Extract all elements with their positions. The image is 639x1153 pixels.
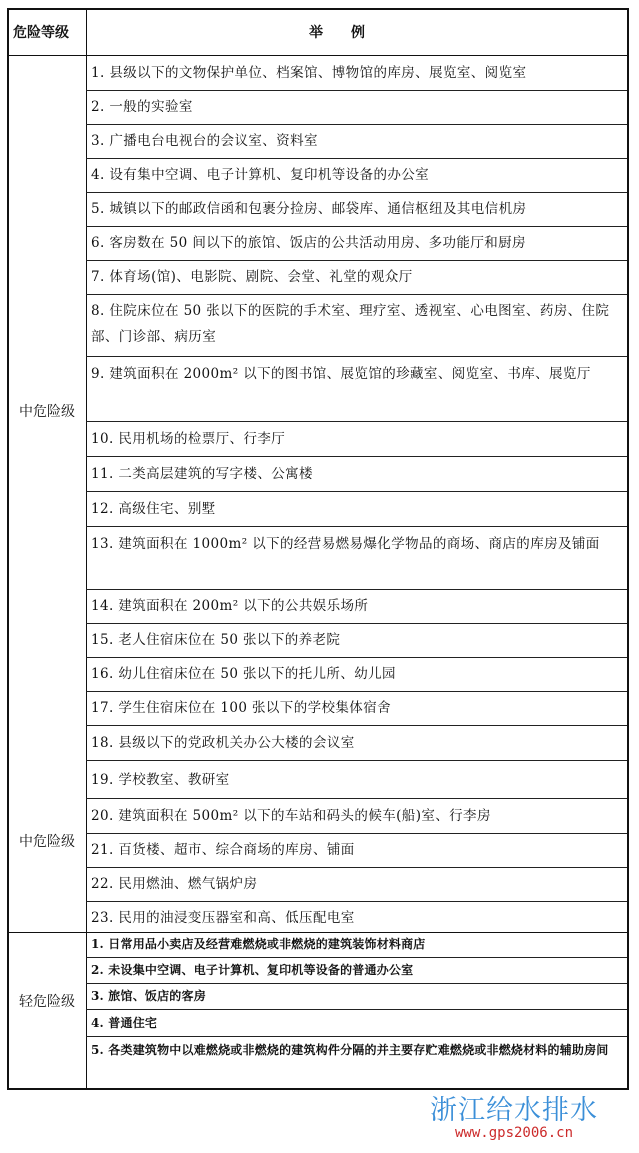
mid-item-11: 11. 二类高层建筑的写字楼、公寓楼 <box>91 466 313 482</box>
mid-item-10: 10. 民用机场的检票厅、行李厅 <box>91 431 286 447</box>
row-divider <box>86 957 627 958</box>
mid-item-21: 21. 百货楼、超市、综合商场的库房、铺面 <box>91 842 355 858</box>
row-divider <box>86 1036 627 1037</box>
row-divider <box>86 1009 627 1010</box>
mid-item-7: 7. 体育场(馆)、电影院、剧院、会堂、礼堂的观众厅 <box>91 269 413 285</box>
group-divider <box>9 932 627 933</box>
row-divider <box>86 760 627 761</box>
mid-item-17: 17. 学生住宿床位在 100 张以下的学校集体宿舍 <box>91 700 392 716</box>
mid-item-18: 18. 县级以下的党政机关办公大楼的会议室 <box>91 735 355 751</box>
light-item-5: 5. 各类建筑物中以难燃烧或非燃烧的建筑构件分隔的并主要存贮难燃烧或非燃烧材料的辅助房间 <box>91 1043 609 1057</box>
mid-item-9: 9. 建筑面积在 2000m² 以下的图书馆、展览馆的珍藏室、阅览室、书库、展览厅 <box>91 366 591 382</box>
group-label-mid-1: 中危险级 <box>19 404 75 420</box>
mid-item-12: 12. 高级住宅、别墅 <box>91 501 216 517</box>
row-divider <box>86 226 627 227</box>
watermark-url: www.gps2006.cn <box>455 1125 574 1141</box>
group-label-light: 轻危险级 <box>19 994 75 1010</box>
mid-item-16: 16. 幼儿住宿床位在 50 张以下的托儿所、幼儿园 <box>91 666 396 682</box>
mid-item-14: 14. 建筑面积在 200m² 以下的公共娱乐场所 <box>91 598 369 614</box>
row-divider <box>86 867 627 868</box>
header-example: 举 例 <box>309 25 365 41</box>
row-divider <box>86 192 627 193</box>
watermark-logo-text: 浙江给水排水 <box>430 1095 598 1126</box>
row-divider <box>86 691 627 692</box>
mid-item-6: 6. 客房数在 50 间以下的旅馆、饭店的公共活动用房、多功能厅和厨房 <box>91 235 526 251</box>
mid-item-8: 8. 住院床位在 50 张以下的医院的手术室、理疗室、透视室、心电图室、药房、住院部、门诊部、病历室 <box>91 303 610 345</box>
mid-item-4: 4. 设有集中空调、电子计算机、复印机等设备的办公室 <box>91 167 430 183</box>
mid-item-2: 2. 一般的实验室 <box>91 99 193 115</box>
row-divider <box>86 526 627 527</box>
mid-item-22: 22. 民用燃油、燃气锅炉房 <box>91 876 258 892</box>
row-divider <box>86 589 627 590</box>
mid-item-5: 5. 城镇以下的邮政信函和包裹分捡房、邮袋库、通信枢纽及其电信机房 <box>91 201 527 217</box>
row-divider <box>86 901 627 902</box>
light-item-2: 2. 未设集中空调、电子计算机、复印机等设备的普通办公室 <box>91 963 414 977</box>
row-divider <box>86 983 627 984</box>
header-divider <box>9 55 627 56</box>
header-level: 危险等级 <box>13 25 69 41</box>
hazard-level-table <box>7 8 629 1090</box>
row-divider <box>86 294 627 295</box>
row-divider <box>86 798 627 799</box>
light-item-1: 1. 日常用品小卖店及经营难燃烧或非燃烧的建筑装饰材料商店 <box>91 937 426 951</box>
row-divider <box>86 657 627 658</box>
mid-item-15: 15. 老人住宿床位在 50 张以下的养老院 <box>91 632 341 648</box>
row-divider <box>86 260 627 261</box>
mid-item-13: 13. 建筑面积在 1000m² 以下的经营易燃易爆化学物品的商场、商店的库房及铺面 <box>91 536 600 552</box>
row-divider <box>86 421 627 422</box>
column-divider <box>86 10 87 1088</box>
mid-item-1: 1. 县级以下的文物保护单位、档案馆、博物馆的库房、展览室、阅览室 <box>91 65 527 81</box>
row-divider <box>86 623 627 624</box>
row-divider <box>86 456 627 457</box>
row-divider <box>86 356 627 357</box>
mid-item-23: 23. 民用的油浸变压器室和高、低压配电室 <box>91 910 355 926</box>
row-divider <box>86 124 627 125</box>
row-divider <box>86 491 627 492</box>
light-item-4: 4. 普通住宅 <box>91 1016 158 1030</box>
row-divider <box>86 158 627 159</box>
mid-item-20: 20. 建筑面积在 500m² 以下的车站和码头的候车(船)室、行李房 <box>91 808 491 824</box>
row-divider <box>86 725 627 726</box>
row-divider <box>86 833 627 834</box>
group-label-mid-2: 中危险级 <box>19 834 75 850</box>
mid-item-19: 19. 学校教室、教研室 <box>91 772 230 788</box>
row-divider <box>86 90 627 91</box>
light-item-3: 3. 旅馆、饭店的客房 <box>91 989 206 1003</box>
mid-item-3: 3. 广播电台电视台的会议室、资料室 <box>91 133 318 149</box>
